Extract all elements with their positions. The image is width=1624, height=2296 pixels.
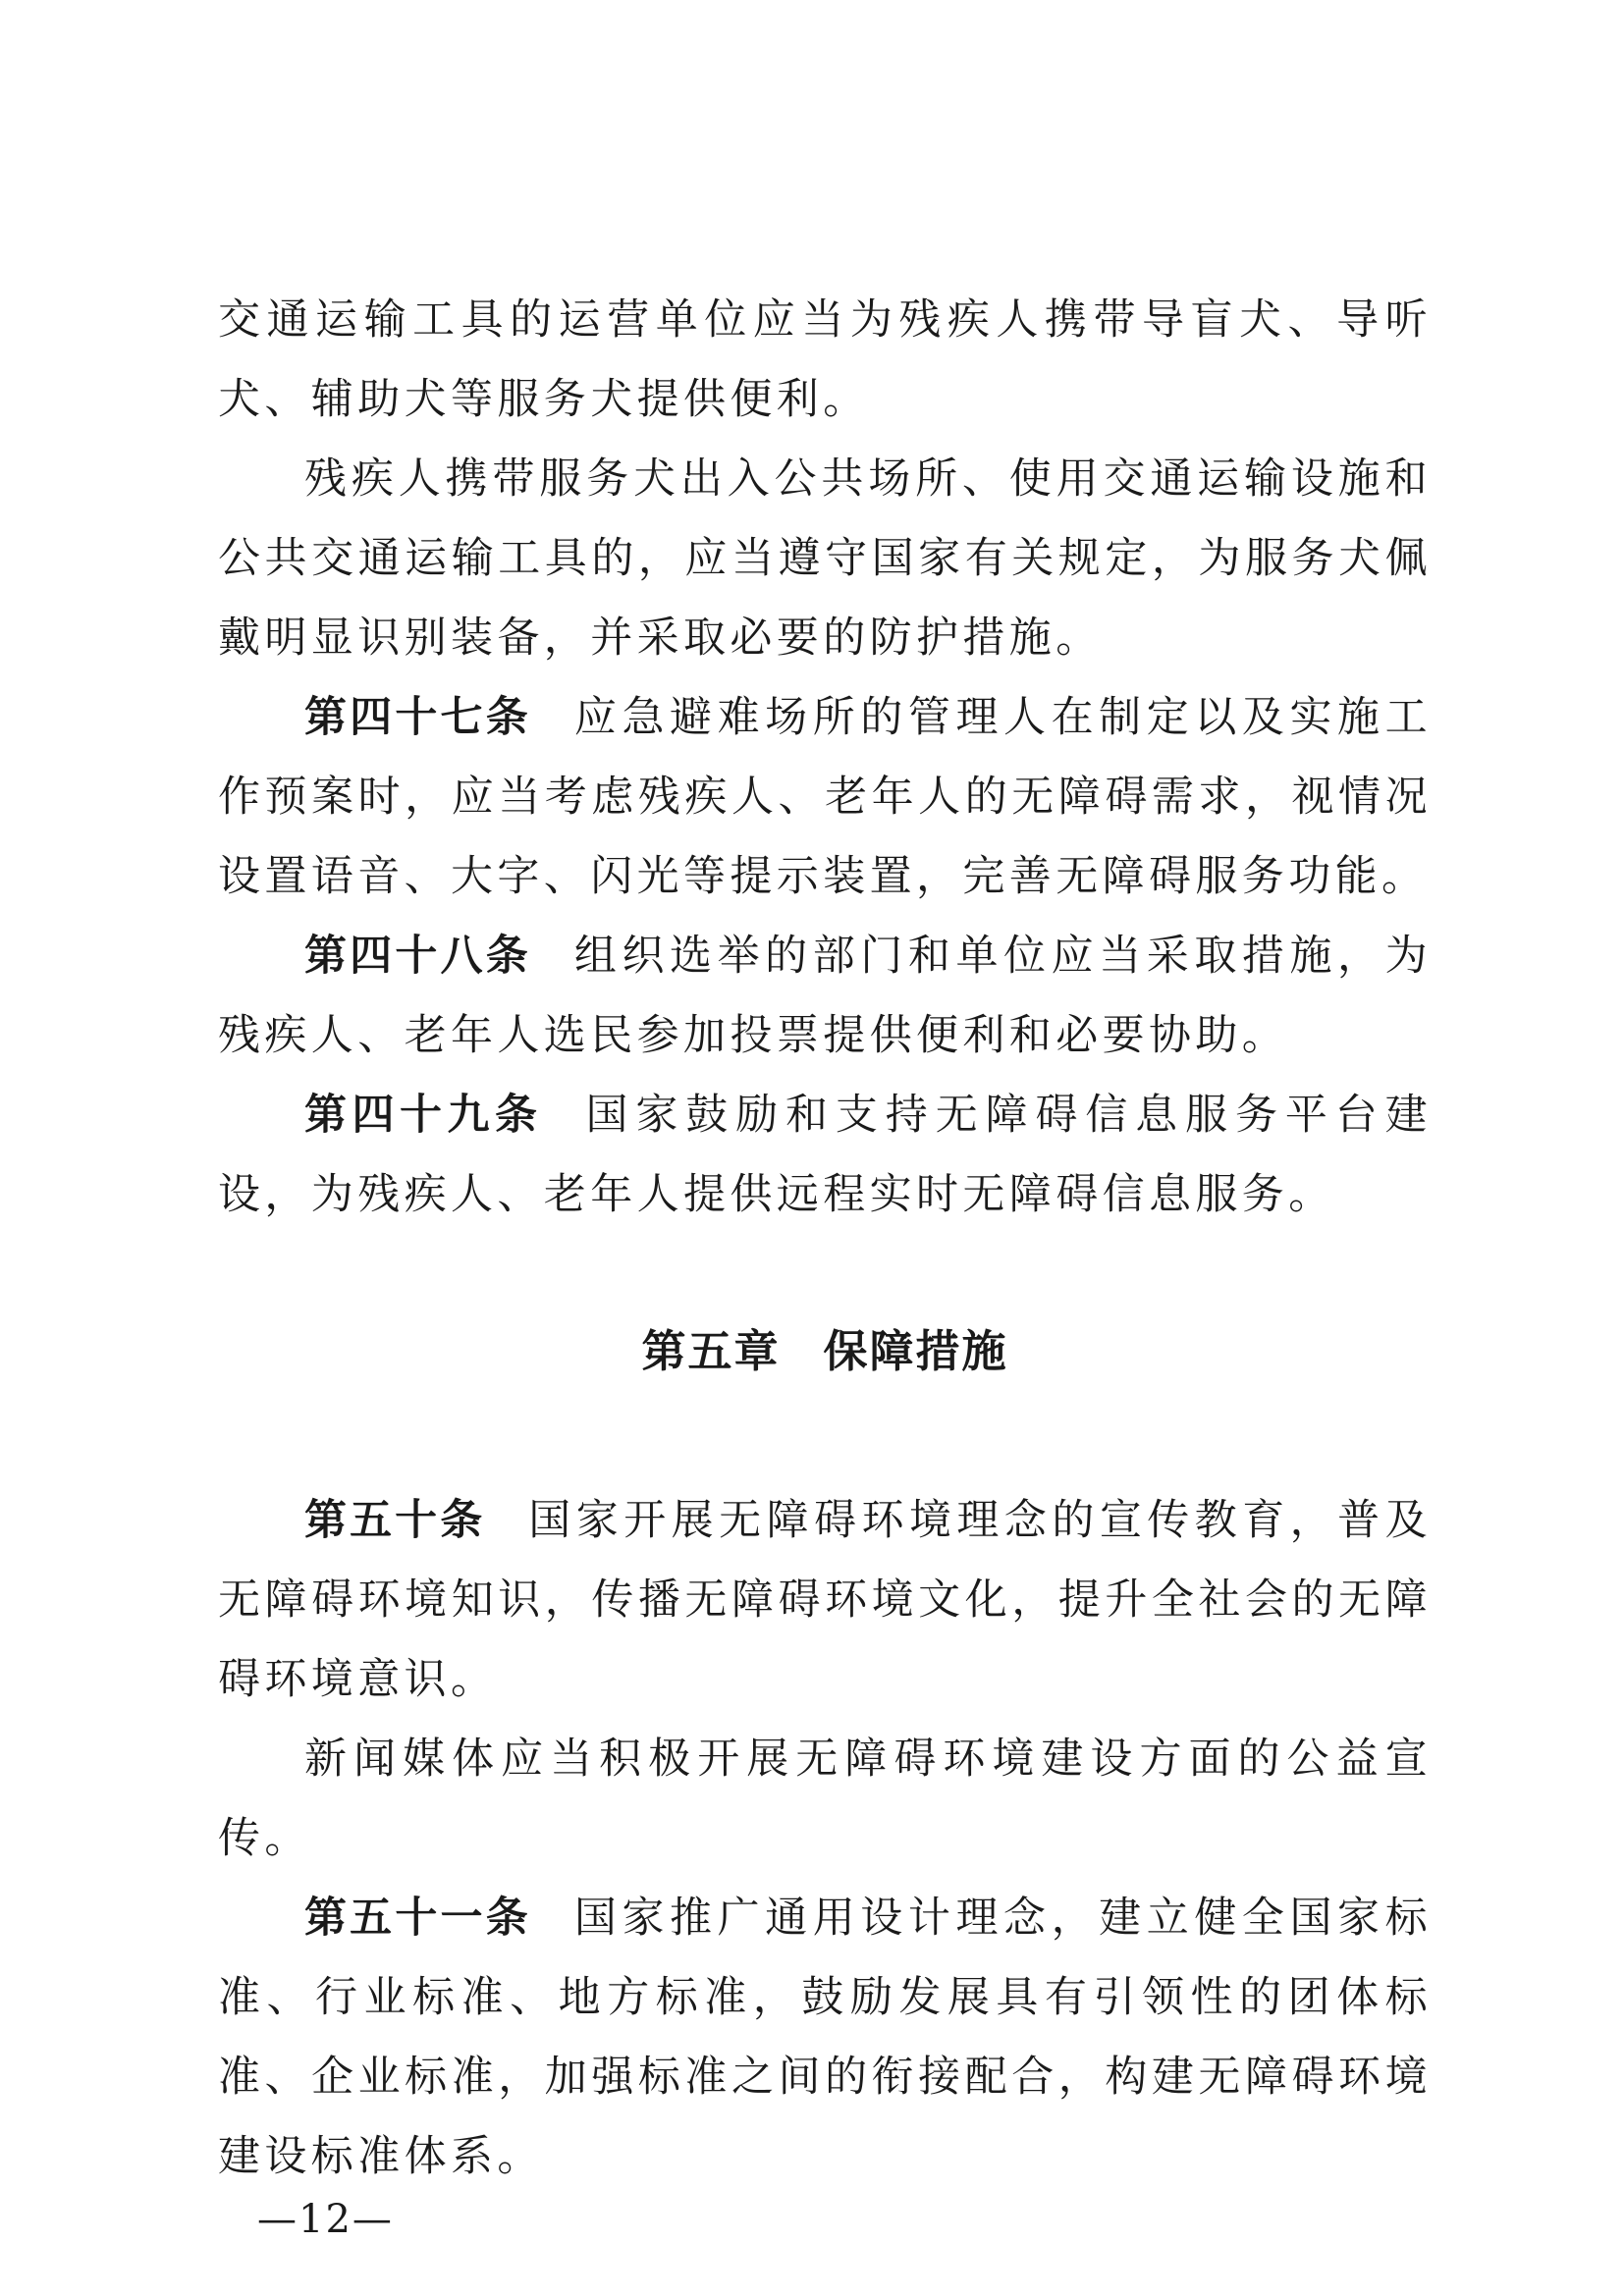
article-number: 第四十八条 <box>304 932 531 981</box>
article-number: 第四十七条 <box>304 693 531 742</box>
paragraph-text: 国家开展无障碍环境理念的宣传教育，普及无障碍环境知识，传播无障碍环境文化，提升全社会的无障碍环境意识。 <box>218 1496 1433 1704</box>
body-paragraph <box>218 440 1432 678</box>
article-paragraph <box>218 678 1432 917</box>
article-paragraph <box>218 1879 1432 2197</box>
page-number: —12— <box>257 2197 394 2242</box>
article-paragraph <box>218 1076 1432 1235</box>
article-paragraph <box>218 1481 1432 1720</box>
chapter-heading <box>218 1311 1432 1391</box>
body-paragraph <box>218 281 1432 440</box>
paragraph-text: 交通运输工具的运营单位应当为残疾人携带导盲犬、导听犬、辅助犬等服务犬提供便利。 <box>218 295 1432 424</box>
paragraph-text: 残疾人携带服务犬出入公共场所、使用交通运输设施和公共交通运输工具的，应当遵守国家有关规定，为服务犬佩戴明显识别装备，并采取必要的防护措施。 <box>218 454 1432 663</box>
document-page <box>218 281 1432 2197</box>
chapter-number: 第五章 <box>641 1325 781 1377</box>
paragraph-text: 国家推广通用设计理念，建立健全国家标准、行业标准、地方标准，鼓励发展具有引领性的团体标准、企业标准，加强标准之间的衔接配合，构建无障碍环境建设标准体系。 <box>218 1894 1433 2181</box>
paragraph-text: 应急避难场所的管理人在制定以及实施工作预案时，应当考虑残疾人、老年人的无障碍需求，视情况设置语音、大字、闪光等提示装置，完善无障碍服务功能。 <box>218 693 1433 901</box>
paragraph-group-top <box>218 281 1432 1235</box>
paragraph-text: 新闻媒体应当积极开展无障碍环境建设方面的公益宣传。 <box>218 1735 1432 1863</box>
paragraph-text: 组织选举的部门和单位应当采取措施，为残疾人、老年人选民参加投票提供便利和必要协助。 <box>218 932 1433 1060</box>
article-number: 第五十一条 <box>304 1894 531 1943</box>
paragraph-text: 国家鼓励和支持无障碍信息服务平台建设，为残疾人、老年人提供远程实时无障碍信息服务。 <box>218 1091 1432 1219</box>
paragraph-group-bottom <box>218 1481 1432 2197</box>
article-paragraph <box>218 917 1432 1076</box>
article-number: 第四十九条 <box>304 1091 543 1140</box>
chapter-title: 保障措施 <box>823 1325 1008 1377</box>
article-number: 第五十条 <box>304 1496 486 1545</box>
body-paragraph <box>218 1720 1432 1879</box>
